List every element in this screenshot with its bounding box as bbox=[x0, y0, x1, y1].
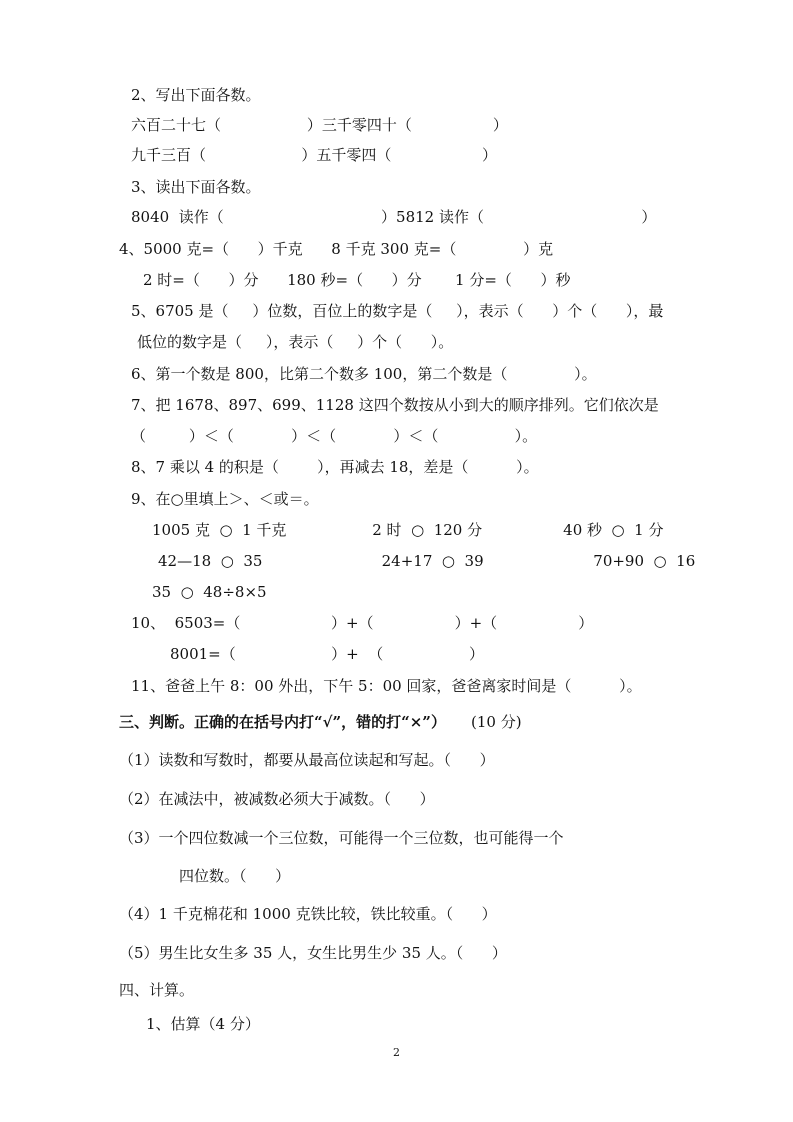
q2-row-1: 六百二十七（ ）三千零四十（ ） bbox=[131, 116, 508, 134]
q6: 6、第一个数是 800，比第二个数多 100，第二个数是（ ）。 bbox=[131, 365, 597, 383]
q3-heading: 3、读出下面各数。 bbox=[131, 178, 261, 196]
q5-row-2: 低位的数字是（ ），表示（ ）个（ ）。 bbox=[137, 333, 454, 351]
q4-row-1: 4、5000 克=（ ）千克 8 千克 300 克=（ ）克 bbox=[119, 240, 554, 258]
judge-1: （1）读数和写数时，都要从最高位读起和写起。（ ） bbox=[119, 751, 495, 769]
section-4-sub-1: 1、估算（4 分） bbox=[146, 1015, 260, 1033]
q8: 8、7 乘以 4 的积是（ ），再减去 18，差是（ ）。 bbox=[131, 458, 539, 476]
q11: 11、爸爸上午 8：00 外出，下午 5：00 回家，爸爸离家时间是（ ）。 bbox=[131, 677, 642, 695]
q9-row-1: 1005 克 ○ 1 千克 2 时 ○ 120 分 40 秒 ○ 1 分 bbox=[152, 521, 664, 539]
q2-heading: 2、写出下面各数。 bbox=[131, 86, 261, 104]
judge-3-row-2: 四位数。（ ） bbox=[179, 867, 291, 885]
section-4-title: 四、计算。 bbox=[119, 981, 195, 999]
q9-heading: 9、在○里填上＞、＜或＝。 bbox=[131, 490, 319, 508]
section-3-title: 三、判断。正确的在括号内打“√”，错的打“×”） bbox=[119, 713, 446, 731]
judge-5: （5）男生比女生多 35 人，女生比男生少 35 人。（ ） bbox=[119, 944, 507, 962]
q3-row: 8040 读作（ ）5812 读作（ ） bbox=[131, 208, 657, 226]
judge-3-row-1: （3）一个四位数减一个三位数，可能得一个三位数，也可能得一个 bbox=[119, 829, 564, 847]
section-3-points: (10 分) bbox=[471, 713, 522, 731]
q7-row-2: （ ）＜（ ）＜（ ）＜（ ）。 bbox=[131, 427, 538, 445]
judge-4: （4）1 千克棉花和 1000 克铁比较，铁比较重。（ ） bbox=[119, 905, 497, 923]
q9-row-2: 42—18 ○ 35 24+17 ○ 39 70+90 ○ 16 bbox=[158, 552, 696, 570]
judge-2: （2）在减法中，被减数必须大于减数。（ ） bbox=[119, 790, 435, 808]
page-number: 2 bbox=[393, 1046, 400, 1059]
q10-row-2: 8001=（ ）+ （ ） bbox=[170, 645, 485, 663]
q10-row-1: 10、 6503=（ ）+（ ）+（ ） bbox=[131, 614, 594, 632]
q9-row-3: 35 ○ 48÷8×5 bbox=[152, 583, 267, 601]
q7-row-1: 7、把 1678、897、699、1128 这四个数按从小到大的顺序排列。它们依次是 bbox=[131, 396, 659, 414]
q4-row-2: 2 时=（ ）分 180 秒=（ ）分 1 分=（ ）秒 bbox=[143, 271, 571, 289]
q2-row-2: 九千三百（ ）五千零四（ ） bbox=[131, 146, 497, 164]
q5-row-1: 5、6705 是（ ）位数，百位上的数字是（ ），表示（ ）个（ ），最 bbox=[131, 302, 664, 320]
